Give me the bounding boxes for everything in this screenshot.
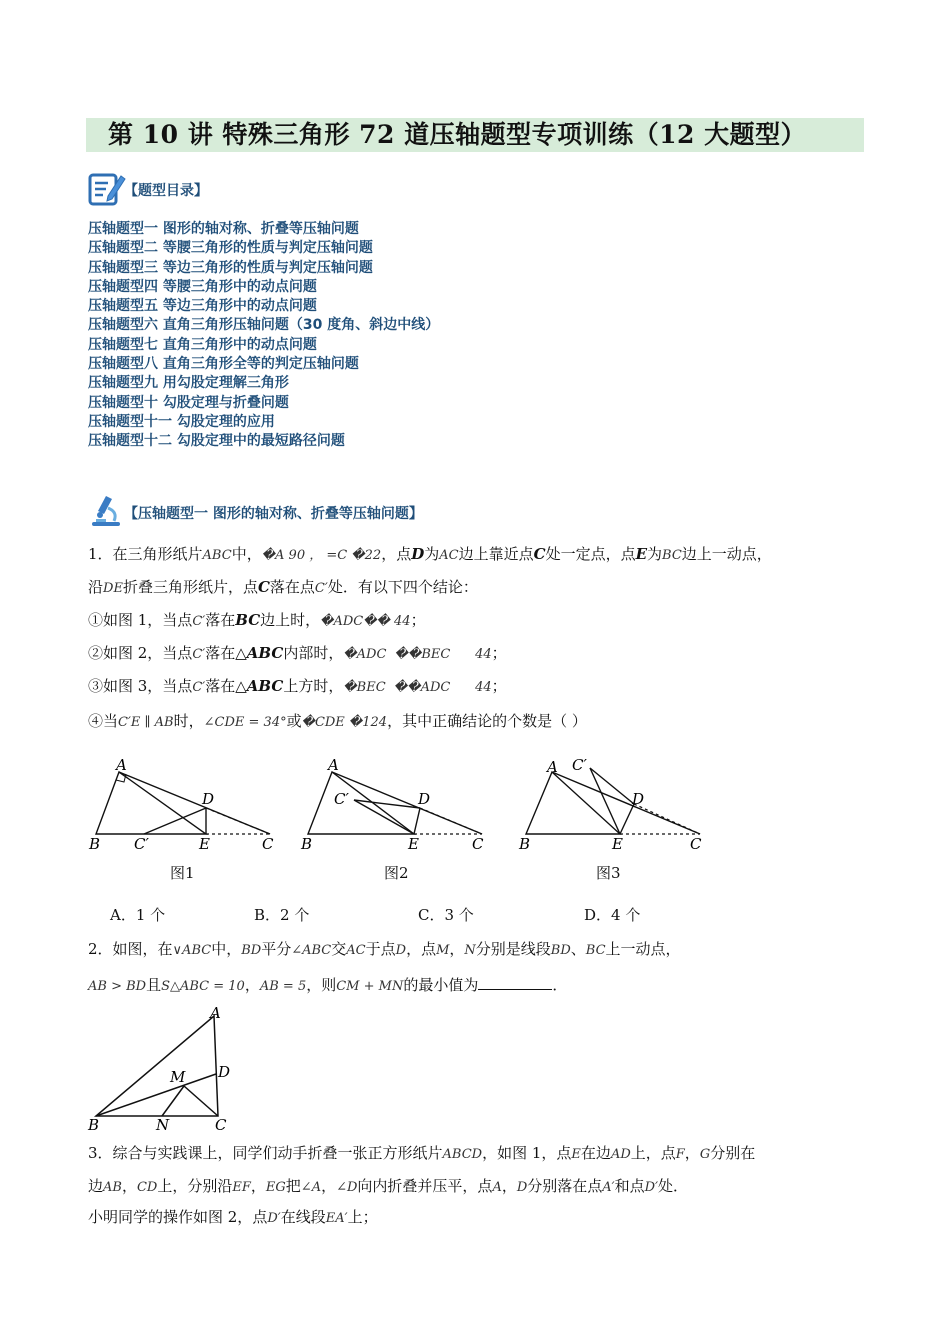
toc-list: [88, 220, 439, 452]
label-D: D: [418, 790, 431, 808]
figure-1-caption: 图1: [170, 864, 195, 882]
q1-conclusion-1: ①如图 1，当点C′落在BC边上时，�ADC�� 44；: [88, 611, 426, 629]
option-c[interactable]: C．3 个: [418, 906, 474, 924]
figure-3: [514, 758, 710, 854]
q2-line-2: AB > BD且S△ABC = 10，AB = 5，则CM + MN的最小值为 ．: [88, 976, 568, 994]
figure-3-caption: 图3: [596, 864, 621, 882]
toc-item[interactable]: 压轴题型十二 勾股定理中的最短路径问题: [88, 433, 345, 450]
q3-line-1: 3．综合与实践课上，同学们动手折叠一张正方形纸片ABCD，如图 1，点E在边AD上，点F，G分别在: [88, 1144, 756, 1162]
label-C-prime: C′: [572, 758, 587, 774]
label-C: C: [690, 835, 702, 853]
option-b[interactable]: B．2 个: [254, 906, 310, 924]
answer-blank[interactable]: [478, 975, 552, 990]
toc-item[interactable]: 压轴题型九 用勾股定理解三角形: [88, 375, 289, 392]
microscope-icon: [88, 494, 124, 532]
label-B: B: [301, 835, 313, 853]
label-C: C: [262, 835, 274, 853]
q1-conclusion-2: ②如图 2，当点C′落在△ABC内部时，�ADC ��BEC 44；: [88, 644, 507, 662]
option-a[interactable]: A．1 个: [110, 906, 166, 924]
toc-item[interactable]: 压轴题型二 等腰三角形的性质与判定压轴问题: [88, 240, 373, 257]
label-B: B: [88, 1116, 100, 1134]
q2-line-1: 2．如图，在∨ABC中，BD平分∠ABC交AC于点D，点M，N分别是线段BD、BC上一动点，: [88, 940, 681, 958]
q1-conclusion-4: ④当C′E ∥ AB时，∠CDE = 34°或�CDE �124，其中正确结论的个数是（ ）: [88, 712, 587, 730]
toc-item[interactable]: 压轴题型五 等边三角形中的动点问题: [88, 298, 317, 315]
label-E: E: [408, 835, 419, 853]
label-C: C: [215, 1116, 227, 1134]
label-A: A: [328, 758, 339, 774]
toc-item[interactable]: 压轴题型四 等腰三角形中的动点问题: [88, 278, 317, 295]
toc-item[interactable]: 压轴题型十 勾股定理与折叠问题: [88, 394, 289, 411]
toc-item[interactable]: 压轴题型三 等边三角形的性质与判定压轴问题: [88, 259, 373, 276]
toc-item[interactable]: 压轴题型一 图形的轴对称、折叠等压轴问题: [88, 221, 359, 237]
label-N: N: [156, 1116, 170, 1134]
option-d[interactable]: D．4 个: [584, 906, 641, 924]
label-A: A: [210, 1004, 221, 1022]
toc-item[interactable]: 压轴题型十一 勾股定理的应用: [88, 413, 275, 430]
label-E: E: [612, 835, 623, 853]
toc-header: 【题型目录】: [124, 183, 208, 199]
figure-2: [296, 758, 492, 854]
q3-line-2: 边AB，CD上，分别沿EF，EG把∠A，∠D向内折叠并压平，点A，D分别落在点A′和点D′处．: [88, 1177, 689, 1195]
label-B: B: [89, 835, 101, 853]
label-D: D: [632, 790, 645, 808]
label-C-prime: C′: [134, 835, 149, 853]
label-C: C: [472, 835, 484, 853]
label-E: E: [199, 835, 210, 853]
toc-item[interactable]: 压轴题型七 直角三角形中的动点问题: [88, 336, 317, 353]
figure-2-caption: 图2: [384, 864, 409, 882]
label-C-prime: C′: [334, 790, 349, 808]
toc-item[interactable]: 压轴题型六 直角三角形压轴问题（30 度角、斜边中线）: [88, 317, 440, 334]
label-D: D: [218, 1063, 231, 1081]
label-D: D: [202, 790, 215, 808]
page-title: 第 10 讲 特殊三角形 72 道压轴题型专项训练（12 大题型）: [108, 120, 807, 149]
toc-item[interactable]: 压轴题型八 直角三角形全等的判定压轴问题: [88, 356, 359, 373]
q1-conclusion-3: ③如图 3，当点C′落在△ABC上方时，�BEC ��ADC 44；: [88, 677, 507, 695]
q3-line-3: 小明同学的操作如图 2，点D′在线段EA′上；: [88, 1208, 378, 1226]
label-A: A: [547, 758, 558, 776]
label-B: B: [519, 835, 531, 853]
notebook-icon: [88, 170, 126, 210]
section-header: 【压轴题型一 图形的轴对称、折叠等压轴问题】: [124, 506, 423, 522]
figure-q2: [84, 1004, 244, 1134]
figure-1: [86, 758, 282, 854]
q1-line-2: 沿DE折叠三角形纸片，点C落在点C′处．有以下四个结论：: [88, 578, 478, 596]
label-M: M: [170, 1068, 186, 1086]
q1-line-1: 1．在三角形纸片ABC中，�A 90 ， =C �22，点D为AC边上靠近点C处一定点，点E为BC边上一动点，: [88, 545, 772, 563]
label-A: A: [116, 758, 127, 774]
